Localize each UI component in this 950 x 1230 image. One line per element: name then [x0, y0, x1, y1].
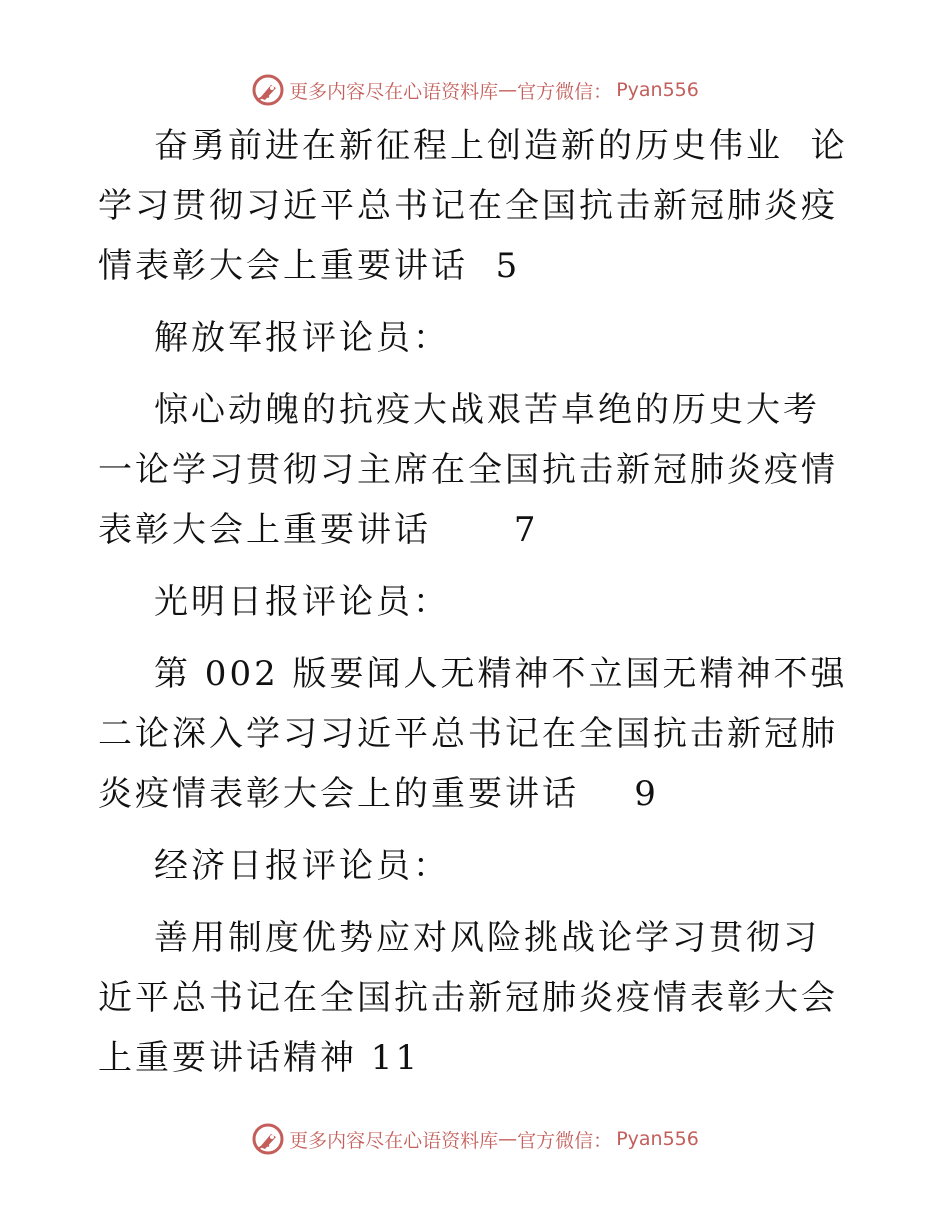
paragraph-author-2: 光明日报评论员：	[154, 582, 450, 622]
pen-nib-logo-icon	[251, 1122, 285, 1156]
paragraph-author-1: 解放军报评论员：	[154, 318, 450, 358]
watermark-wechat-label: 官方微信：	[517, 80, 613, 103]
paragraph-title-1: 奋勇前进在新征程上创造新的历史伟业 论学习贯彻习近平总书记在全国抗击新冠肺炎疫情表彰大会上重要讲话 5	[98, 126, 848, 286]
watermark-account: Pyan556	[616, 79, 699, 101]
paragraph-author-3: 经济日报评论员：	[154, 846, 450, 886]
document-body	[98, 116, 876, 1088]
watermark-separator: —	[498, 79, 518, 101]
watermark-wechat-label: 官方微信：	[517, 1129, 613, 1152]
watermark-brand-text: 更多内容尽在心语资料库	[289, 80, 499, 103]
pen-nib-logo-icon	[251, 73, 285, 107]
header-watermark-banner	[0, 70, 950, 110]
paragraph-title-4: 善用制度优势应对风险挑战论学习贯彻习近平总书记在全国抗击新冠肺炎疫情表彰大会上重要讲话精神 11	[98, 918, 838, 1078]
watermark-separator: —	[498, 1128, 518, 1150]
watermark-account: Pyan556	[616, 1128, 699, 1150]
footer-watermark-banner	[0, 1119, 950, 1159]
paragraph-title-2: 惊心动魄的抗疫大战艰苦卓绝的历史大考 一论学习贯彻习主席在全国抗击新冠肺炎疫情表彰大会上重要讲话 7	[98, 390, 848, 550]
watermark-brand-text: 更多内容尽在心语资料库	[289, 1129, 499, 1152]
paragraph-title-3: 第 002 版要闻人无精神不立国无精神不强 二论深入学习习近平总书记在全国抗击新冠肺炎疫情表彰大会上的重要讲话 9	[98, 654, 876, 814]
